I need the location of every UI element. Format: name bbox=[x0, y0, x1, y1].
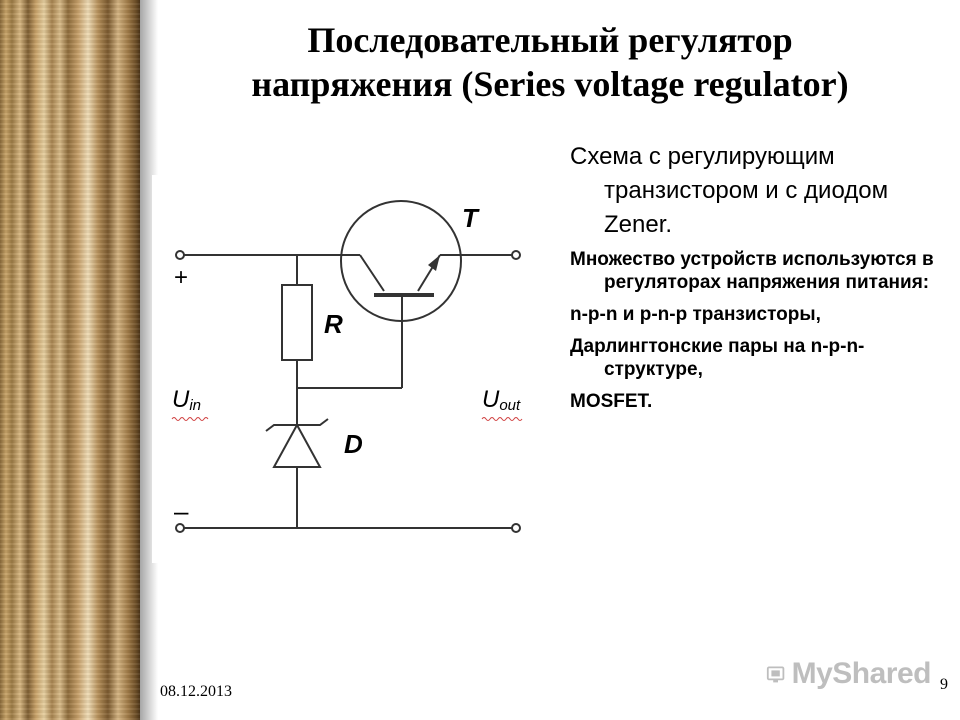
text-block bbox=[570, 140, 945, 422]
label-transistor: T bbox=[462, 203, 478, 233]
emitter-arrow bbox=[428, 255, 440, 271]
label-uin-main: U bbox=[172, 386, 190, 413]
slide-title bbox=[160, 18, 940, 106]
label-resistor: R bbox=[324, 309, 343, 339]
paragraph-devices: Множество устройств используются в регуляторах напряжения питания: bbox=[570, 249, 934, 293]
terminal-in-plus bbox=[176, 251, 184, 259]
collector-lead bbox=[360, 255, 384, 291]
label-plus: + bbox=[174, 264, 189, 291]
label-uout bbox=[482, 386, 521, 414]
label-uout-main: U bbox=[482, 386, 500, 413]
paragraph-mosfet: MOSFET. bbox=[570, 391, 653, 412]
watermark-text: MyShared bbox=[791, 657, 931, 690]
spellcheck-underline-uout bbox=[482, 418, 522, 421]
label-diode: D bbox=[344, 429, 363, 459]
spellcheck-underline-uin bbox=[172, 418, 208, 421]
paragraph-transistors: n-p-n и p-n-p транзисторы, bbox=[570, 304, 821, 325]
page-number: 9 bbox=[940, 676, 948, 693]
circuit-diagram bbox=[152, 175, 540, 563]
terminal-out-minus bbox=[512, 524, 520, 532]
zener-diode-triangle bbox=[274, 425, 320, 467]
decorative-left-border bbox=[0, 0, 140, 720]
label-uin-sub: in bbox=[189, 397, 202, 414]
terminal-out-plus bbox=[512, 251, 520, 259]
label-uout-sub: out bbox=[499, 397, 521, 414]
resistor bbox=[282, 285, 312, 360]
paragraph-main: Схема с регулирующим транзистором и с диодом Zener. bbox=[570, 143, 889, 238]
label-uin bbox=[172, 386, 201, 414]
title-line-1: Последовательный регулятор bbox=[307, 20, 793, 60]
label-minus: – bbox=[174, 496, 189, 526]
footer-date: 08.12.2013 bbox=[160, 683, 232, 700]
watermark-logo-icon bbox=[766, 658, 788, 690]
watermark bbox=[766, 656, 931, 692]
circuit-svg bbox=[152, 175, 540, 563]
paragraph-darlington: Дарлингтонские пары на n-p-n-структуре, bbox=[570, 336, 865, 380]
title-line-2: напряжения (Series voltage regulator) bbox=[251, 64, 849, 104]
